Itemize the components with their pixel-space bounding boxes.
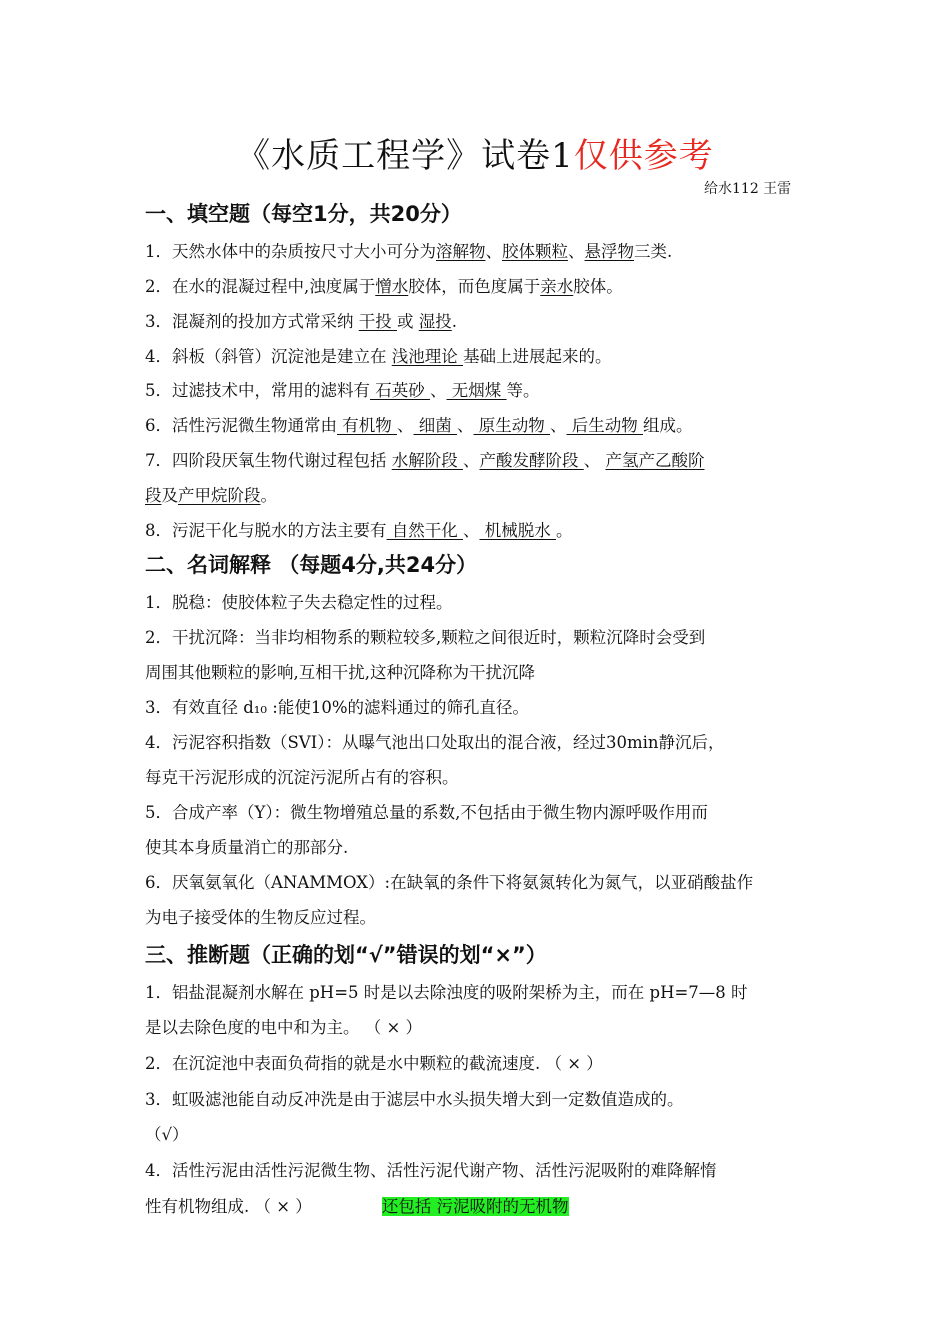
q2-answer-2: 亲水 [540,277,574,296]
definition-line: 2．干扰沉降：当非均相物系的颗粒较多,颗粒之间很近时，颗粒沉降时会受到 [145,628,706,647]
q7-mid: 及 [161,486,178,505]
q7-answer-2: 产酸发酵阶段 [479,451,584,470]
q8-answer-1: 自然干化 [386,521,463,540]
sep: 、 [463,521,480,540]
judgement-line: 4．活性污泥由活性污泥微生物、活性污泥代谢产物、活性污泥吸附的难降解惰 [145,1161,717,1180]
definition-line: 使其本身质量消亡的那部分. [145,838,349,857]
q1-answer-3: 悬浮物 [584,242,634,261]
definition-line: 为电子接受体的生物反应过程。 [145,908,376,927]
q6-tail: 组成。 [643,416,693,435]
q4-answer-1: 浅池理论 [391,347,463,366]
section-3-heading: 三、推断题（正确的划“√”错误的划“×”） [145,943,547,967]
q1-line [145,238,672,262]
q3-text: 3．混凝剂的投加方式常采纳 [145,312,359,331]
q6-line [145,412,693,436]
title-main: 《水质工程学》试卷1 [236,136,574,176]
q7-answer-3: 产氢产乙酸阶 [605,451,705,470]
q1-answer-2: 胶体颗粒 [502,242,568,261]
q5-answer-1: 石英砂 [370,381,430,400]
q7-answer-4: 产甲烷阶段 [178,486,261,505]
sep: 、 [397,416,414,435]
sep: 、 [568,242,585,261]
judgement-line: 3．虹吸滤池能自动反冲洗是由于滤层中水头损失增大到一定数值造成的。 [145,1090,684,1109]
q7-tail: 。 [260,486,277,505]
q2-tail: 胶体。 [573,277,623,296]
judgement-text: 性有机物组成. （ × ） [145,1197,312,1216]
definition-line: 3．有效直径 d₁₀ :能使10%的滤料通过的筛孔直径。 [145,698,530,717]
q7-answer-1: 水解阶段 [391,451,463,470]
q5-answer-2: 无烟煤 [446,381,507,400]
q1-text: 1．天然水体中的杂质按尺寸大小可分为 [145,242,436,261]
judgement-line: 2．在沉淀池中表面负荷指的就是水中颗粒的截流速度. （ × ） [145,1054,603,1073]
q4-text: 4．斜板（斜管）沉淀池是建立在 [145,347,392,366]
sep: 、 [430,381,447,400]
q3-answer-2: 湿投 [418,312,452,331]
q8-line [145,517,573,541]
q8-answer-2: 机械脱水 [479,521,556,540]
q6-answer-4: 后生动物 [566,416,643,435]
sep: 、 [583,451,606,470]
page-title [0,128,950,177]
q4-tail: 基础上进展起来的。 [463,347,612,366]
q7-answer-3-cont: 段 [145,486,162,505]
q1-answer-1: 溶解物 [436,242,486,261]
section-1-heading: 一、填空题（每空1分，共20分） [145,202,462,226]
q5-line [145,377,540,401]
q6-answer-1: 有机物 [337,416,397,435]
q7-text: 7．四阶段厌氧生物代谢过程包括 [145,451,392,470]
judgement-line: 1．铝盐混凝剂水解在 pH=5 时是以去除浊度的吸附架桥为主，而在 pH=7—8 时 [145,983,748,1002]
q3-answer-1: 干投 [358,312,397,331]
definition-line: 6．厌氧氨氧化（ANAMMOX）:在缺氧的条件下将氨氮转化为氮气，以亚硝酸盐作 [145,873,754,892]
q6-text: 6．活性污泥微生物通常由 [145,416,337,435]
definition-line: 周围其他颗粒的影响,互相干扰,这种沉降称为干扰沉降 [145,663,535,682]
title-note: 仅供参考 [573,136,714,176]
section-2-heading: 二、名词解释 （每题4分,共24分） [145,553,478,577]
definition-line: 每克干污泥形成的沉淀污泥所占有的容积。 [145,768,459,787]
sep: 、 [463,451,480,470]
highlighted-note: 还包括 污泥吸附的无机物 [381,1197,569,1216]
q8-text: 8．污泥干化与脱水的方法主要有 [145,521,387,540]
q2-answer-1: 憎水 [375,277,409,296]
sep: 、 [457,416,474,435]
definition-line: 1．脱稳：使胶体粒子失去稳定性的过程。 [145,593,453,612]
definition-line: 4．污泥容积指数（SVI）：从曝气池出口处取出的混合液，经过30min静沉后， [145,733,725,752]
q5-text: 5．过滤技术中，常用的滤料有 [145,381,370,400]
q2-mid: 胶体，而色度属于 [408,277,541,296]
q6-answer-2: 细菌 [413,416,457,435]
q6-answer-3: 原生动物 [473,416,550,435]
q1-tail: 三类. [634,242,673,261]
q2-text: 2．在水的混凝过程中,浊度属于 [145,277,376,296]
author-label: 给水112 王雷 [704,181,792,197]
q3-line [145,308,457,332]
sep: 、 [485,242,502,261]
q4-line [145,343,612,367]
judgement-line: （√） [145,1125,189,1144]
q8-tail: 。 [556,521,573,540]
q2-line [145,273,623,297]
q5-tail: 等。 [506,381,540,400]
q7-line [145,447,705,471]
judgement-line: 是以去除色度的电中和为主。 （ × ） [145,1018,423,1037]
q3-tail: . [451,312,457,331]
definition-line: 5．合成产率（Y）：微生物增殖总量的系数,不包括由于微生物内源呼吸作用而 [145,803,708,822]
q7-line-2 [145,482,277,506]
judgement-line-last [145,1193,569,1217]
q3-mid: 或 [397,312,419,331]
sep: 、 [550,416,567,435]
